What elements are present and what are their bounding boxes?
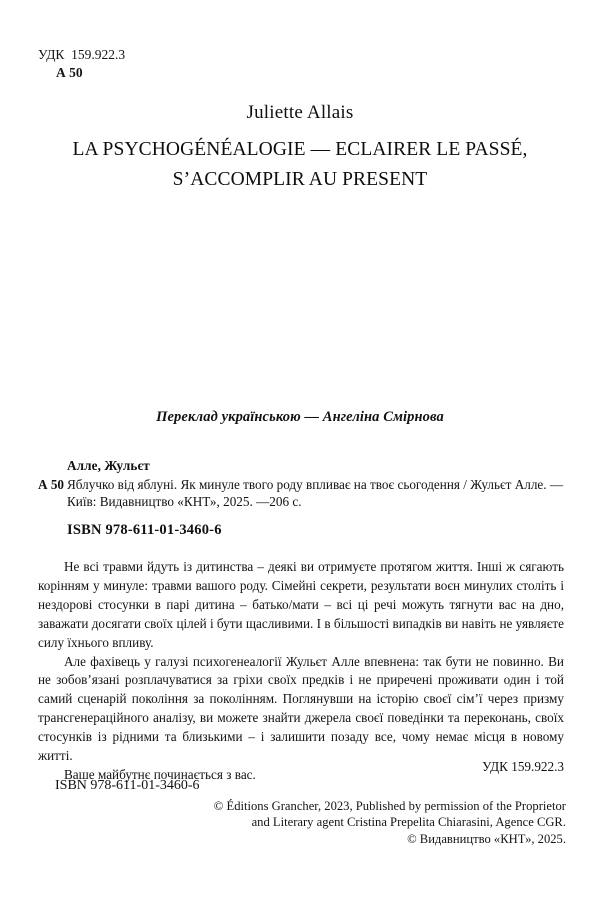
book-title-line-2: S’ACCOMPLIR AU PRESENT [172, 169, 428, 190]
isbn-main: ISBN 978-611-01-3460-6 [67, 522, 222, 538]
annotation-paragraph-1: Не всі травми йдуть із дитинства – деякі ви отримуєте протягом життя. Інші ж сягають корінням у минуле: травми вашого роду. Сімейні секрети, результати воєн минулих століть і нездорові стосунки в парі дитина – батько/мати – всі ці речі можуть тягнути вас на дно, заважати досягати своїх цілей і бути щасливими. І в більшості випадків ви навіть не уявляєте силу їхнього впливу. [38, 559, 564, 650]
annotation-paragraph-3: Ваше майбутнє починається з вас. [64, 766, 256, 782]
annotation-paragraph-2: Але фахівець у галузі психогенеалогії Жульєт Алле впевнена: так бути не повинно. Ви не зобов’язані розплачуватися за гріхи своїх предків і не приречені проживати один і той самий сценарій покоління за поколінням. Поглянувши на історію своєї сім’ї через призму трансгенераційного аналізу, ви можете знайти джерела своєї поведінки та переконань, своїх стосунків із рідними та близькими – і залишити позаду все, чому немає місця в новому житті. [38, 653, 564, 764]
annotation-text [38, 558, 564, 785]
title-block [40, 100, 560, 195]
copyright-line-2: and Literary agent Cristina Prepelita Chiarasini, Agence CGR. [251, 815, 566, 830]
copyright-line-3: © Видавництво «КНТ», 2025. [407, 831, 566, 846]
isbn-footer: ISBN 978-611-01-3460-6 [55, 778, 200, 793]
author-code-top: А 50 [56, 65, 83, 80]
translation-credit: Переклад українською — Ангеліна Смірнова [156, 409, 444, 425]
udk-code-footer: УДК 159.922.3 [482, 759, 564, 774]
book-title-line-1: LA PSYCHOGÉNÉALOGIE — ECLAIRER LE PASSÉ, [72, 139, 528, 160]
biblio-description: Яблучко від яблуні. Як минуле твого роду впливає на твоє сьогодення / Жульєт Алле. — Київ: Видавництво «КНТ», 2025. —206 с. [67, 476, 564, 510]
bibliographic-record [38, 457, 566, 511]
biblio-author-inverted: Алле, Жульєт [67, 458, 150, 473]
book-author: Juliette Allais [246, 102, 354, 123]
biblio-description-wrapper [38, 476, 566, 511]
book-title [40, 135, 560, 195]
udk-code-top: УДК 159.922.3 [38, 47, 126, 62]
biblio-shelf-code: А 50 [38, 476, 65, 492]
copyright-line-1: © Éditions Grancher, 2023, Published by permission of the Proprietor [213, 799, 566, 813]
classification-codes [38, 46, 125, 82]
copyright-block [146, 798, 566, 847]
